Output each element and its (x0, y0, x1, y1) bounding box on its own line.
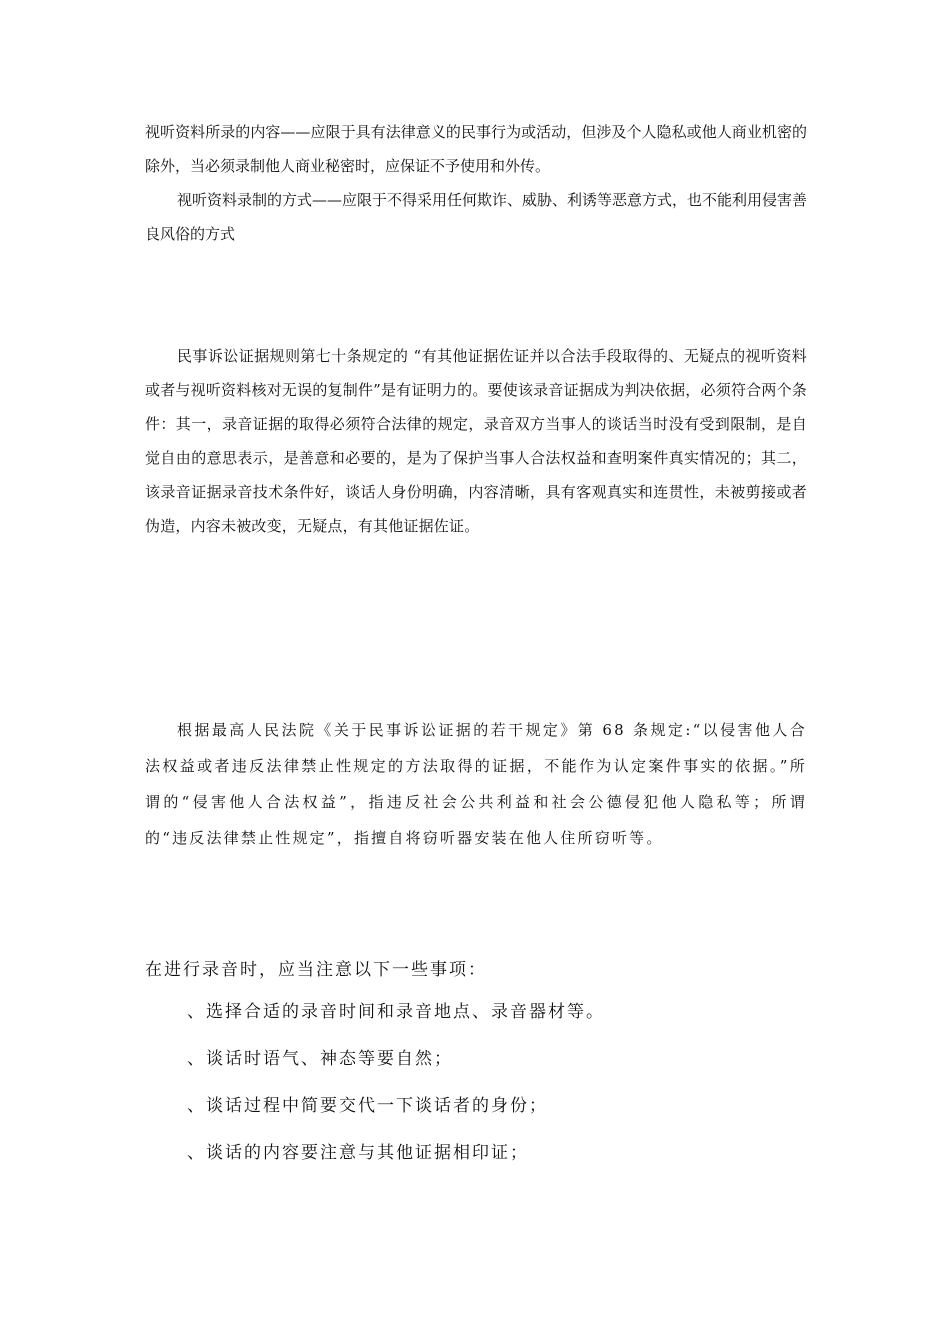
paragraph-evidence-rule-68: 根据最高人民法院《关于民事诉讼证据的若干规定》第 68 条规定:“以侵害他人合法权益或者违反法律禁止性规定的方法取得的证据，不能作为认定案件事实的依据。”所谓的“侵害他人合法权益”，指违反社会公共利益和社会公德侵犯他人隐私等；所谓的“违反法律禁止性规定”，指擅自将窃听器安装在他人住所窃听等。 (145, 721, 807, 847)
list-item: 、谈话的内容要注意与其他证据相印证； (187, 1143, 529, 1163)
paragraph-recorded-content: 视听资料所录的内容——应限于具有法律意义的民事行为或活动，但涉及个人隐私或他人商业机密的除外，当必须录制他人商业秘密时，应保证不予使用和外传。 (145, 123, 807, 175)
list-item: 、选择合适的录音时间和录音地点、录音器材等。 (187, 1002, 605, 1022)
notes-list (187, 997, 747, 1185)
section-evidence-rule-68 (145, 712, 807, 856)
section-audiovisual-requirements (145, 115, 807, 251)
list-item: 、谈话过程中简要交代一下谈话者的身份； (187, 1096, 548, 1116)
paragraph-evidence-rule-70: 民事诉讼证据规则第七十条规定的 “有其他证据佐证并以合法手段取得的、无疑点的视听资料或者与视听资料核对无误的复制件”是有证明力的。要使该录音证据成为判决依据，必须符合两个条件：其一，录音证据的取得必须符合法律的规定，录音双方当事人的谈话当时没有受到限制，是自觉自由的意思表示，是善意和必要的，是为了保护当事人合法权益和查明案件真实情况的；其二，该录音证据录音技术条件好，谈话人身份明确，内容清晰，具有客观真实和连贯性，未被剪接或者伪造，内容未被改变，无疑点，有其他证据佐证。 (145, 347, 807, 535)
paragraph-recording-method: 视听资料录制的方式——应限于不得采用任何欺诈、威胁、利诱等恶意方式，也不能利用侵害善良风俗的方式 (145, 191, 808, 243)
section-evidence-rule-70 (145, 339, 807, 543)
notes-heading: 在进行录音时，应当注意以下一些事项： (145, 960, 487, 980)
list-item: 、谈话时语气、神态等要自然； (187, 1049, 453, 1069)
